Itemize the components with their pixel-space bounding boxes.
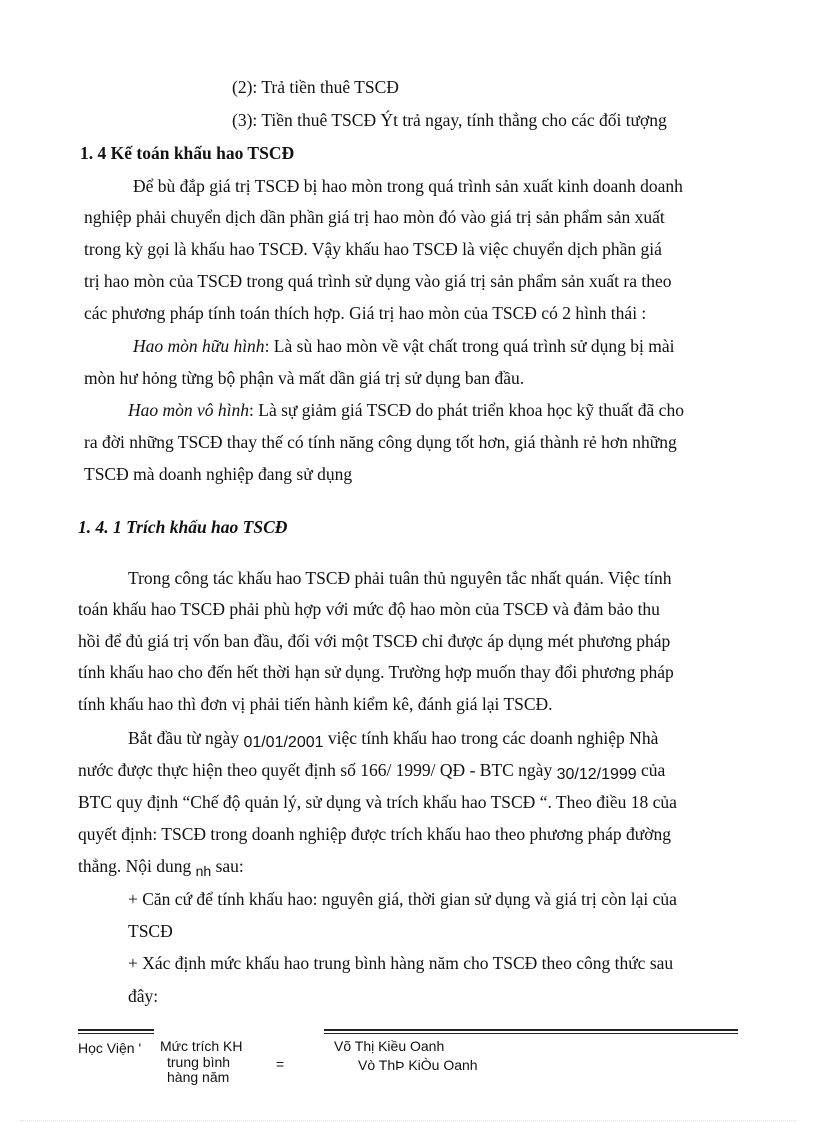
text-line: trị hao mòn của TSCĐ trong quá trình sử dụng vào giá trị sản phẩm sản xuất ra theo [84,271,672,291]
text-line: TSCĐ mà doanh nghiệp đang sử dụng [84,464,353,484]
text-line: đây: [128,986,159,1006]
text-line: (2): Trả tiền thuê TSCĐ [232,77,399,97]
date-value: 30/12/1999 [556,766,637,783]
date-value: 01/01/2001 [243,734,324,751]
footer-institution: Học Viện ' [78,1040,142,1056]
footer-rule-right [324,1029,738,1031]
text-line: BTC quy định “Chế độ quản lý, sử dụng và trích khấu hao TSCĐ “. Theo điều 18 của [78,792,677,812]
text-span: việc tính khấu hao trong các doanh nghiệp Nhà [327,728,659,748]
text-line: ra đời những TSCĐ thay thế có tính năng công dụng tốt hơn, giá thành rẻ hơn những [84,432,677,452]
text-line: tính khấu hao cho đến hết thời hạn sử dụng. Trường hợp muốn thay đổi phương pháp [78,662,674,682]
text-line: Trong công tác khấu hao TSCĐ phải tuân thủ nguyên tắc nhất quán. Việc tính [128,568,672,588]
subsection-heading: 1. 4. 1 Trích khấu hao TSCĐ [78,517,288,537]
text-line: hồi để đủ giá trị vốn ban đầu, đối với một TSCĐ chỉ được áp dụng mét phương pháp [78,631,671,651]
text-span: : Là sự giảm giá TSCĐ do phát triển khoa học kỹ thuất đã cho [249,400,684,420]
text-span: nước được thực hiện theo quyết định số 166/ 1999/ QĐ - BTC ngày [78,760,553,780]
text-line [133,335,675,357]
text-line [128,399,684,421]
text-span: Bắt đầu từ ngày [128,728,240,748]
formula-label: trung bình [167,1054,231,1070]
text-line: nghiệp phải chuyển dịch dần phần giá trị hao mòn đó vào giá trị sản phẩm sản xuất [84,207,665,227]
bullet-line: + Xác định mức khấu hao trung bình hàng năm cho TSCĐ theo công thức sau [128,953,674,973]
text-fragment: nh [195,863,212,879]
text-span: thẳng. Nội dung [78,856,192,876]
footer-rule-left [78,1029,154,1031]
text-line: Để bù đắp giá trị TSCĐ bị hao mòn trong quá trình sản xuất kinh doanh doanh [133,176,683,196]
text-span: : Là sù hao mòn về vật chất trong quá trình sử dụng bị mài [264,336,675,356]
term-intangible-wear: Hao mòn vô hình [128,400,250,420]
term-tangible-wear: Hao mòn hữu hình [133,336,265,356]
formula-label: Mức trích KH [160,1038,243,1054]
text-line: (3): Tiền thuê TSCĐ Ýt trả ngay, tính thẳng cho các đối tượng [232,110,667,130]
text-line: toán khấu hao TSCĐ phải phù hợp với mức độ hao mòn của TSCĐ và đảm bảo thu [78,599,660,619]
text-line [78,759,665,783]
footer-author-garbled: Vò ThÞ KiÒu Oanh [358,1057,478,1073]
equals-sign: = [276,1056,285,1072]
text-line [128,727,658,751]
formula-label: hàng năm [167,1069,230,1085]
text-line: mòn hư hỏng từng bộ phận và mất dần giá trị sử dụng ban đầu. [84,368,525,388]
text-line: các phương pháp tính toán thích hợp. Giá trị hao mòn của TSCĐ có 2 hình thái : [84,303,647,323]
page-edge-divider [20,1120,796,1121]
text-line: TSCĐ [128,921,173,941]
text-span: sau: [215,856,244,876]
text-line [78,855,244,878]
footer-rule-right-thin [324,1033,738,1034]
text-line: tính khấu hao thì đơn vị phải tiến hành kiểm kê, đánh giá lại TSCĐ. [78,694,553,714]
footer-rule-left-thin [78,1033,154,1034]
footer-author: Võ Thị Kiều Oanh [334,1038,445,1054]
text-line: quyết định: TSCĐ trong doanh nghiệp được trích khấu hao theo phương pháp đường [78,824,671,844]
bullet-line: + Căn cứ để tính khấu hao: nguyên giá, thời gian sử dụng và giá trị còn lại của [128,889,677,909]
text-line: trong kỳ gọi là khấu hao TSCĐ. Vậy khấu hao TSCĐ là việc chuyển dịch phần giá [84,239,662,259]
section-heading: 1. 4 Kế toán khấu hao TSCĐ [80,143,295,163]
text-span: của [641,760,666,780]
